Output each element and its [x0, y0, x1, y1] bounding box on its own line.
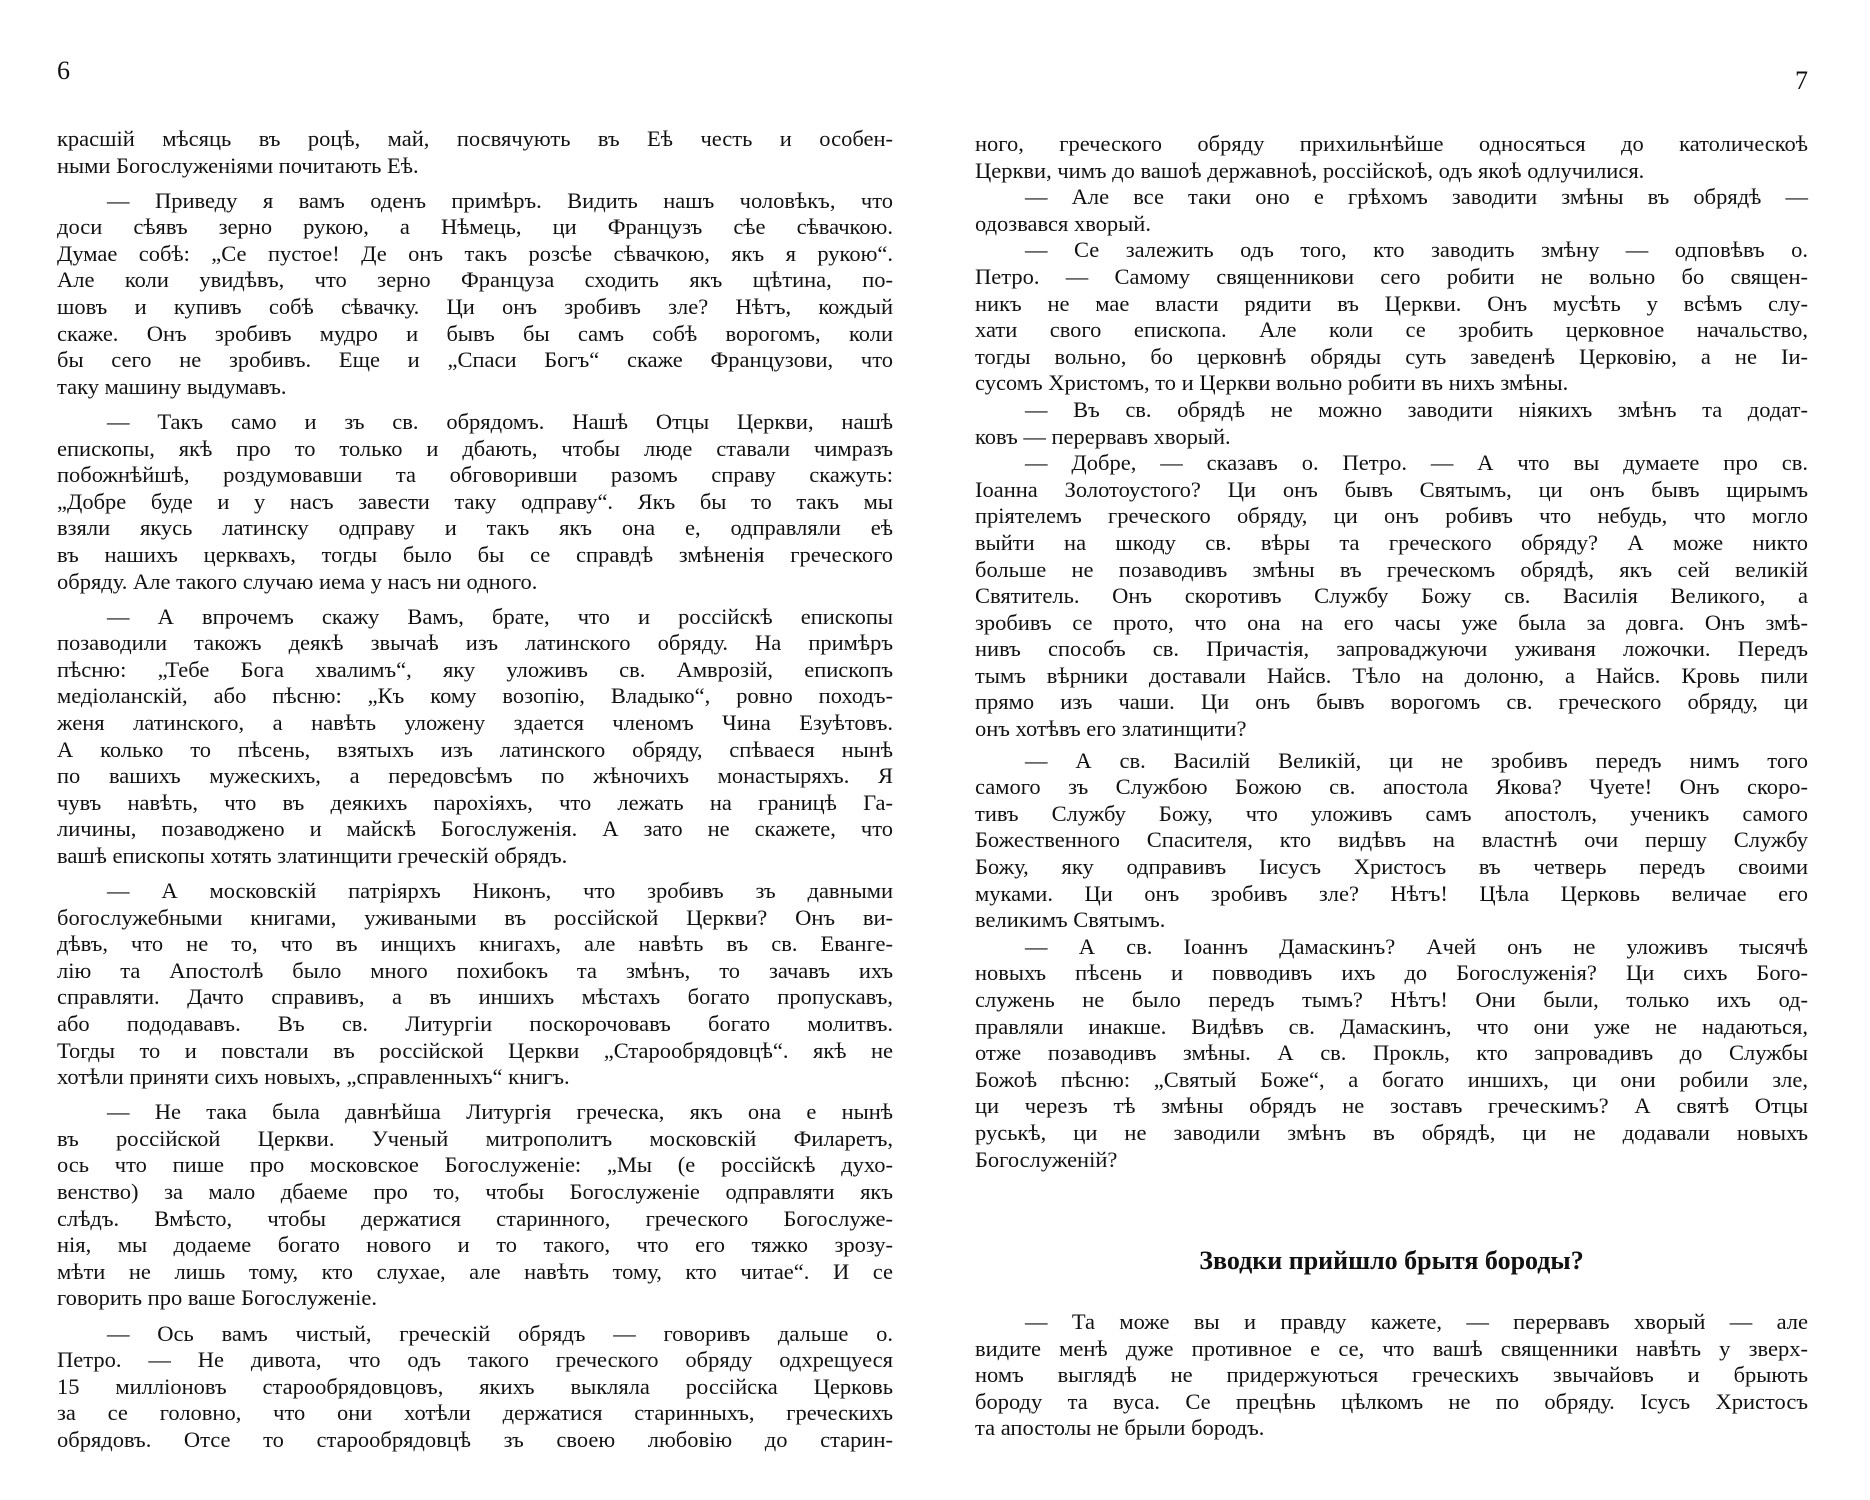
- text-line: венство) за мало дбаеме про то, чтобы Богослуженіе одправляти якъ: [57, 1179, 893, 1205]
- text-line: обрядовъ. Отсе то старообрядовцѣ зъ своею любовію до старин-: [57, 1426, 893, 1452]
- left-page: [57, 0, 893, 1500]
- text-line: бороду та вуса. Се прецѣнь цѣлкомъ не по обряду. Ісусъ Христосъ: [975, 1388, 1808, 1414]
- text-line: руськѣ, ци не заводили змѣнъ въ обрядѣ, ци не додавали новыхъ: [975, 1119, 1808, 1145]
- paragraph: [975, 1309, 1808, 1442]
- text-line: та апостолы не брыли бородъ.: [975, 1415, 1265, 1441]
- text-line: пѣсню: „Тебе Бога хвалимъ“, яку уложивъ св. Амврозій, епископъ: [57, 656, 893, 682]
- text-line: — Та може вы и правду кажете, — перервавъ хворый — але: [1025, 1309, 1808, 1334]
- section-body: [975, 1309, 1808, 1442]
- text-line: — Се залежить одъ того, кто заводить змѣну — одповѣвъ о.: [1025, 237, 1808, 263]
- text-line: тивъ Службу Божу, что уложивъ самъ апостолъ, ученикъ самого: [975, 800, 1808, 826]
- text-line: А колько то пѣсень, взятыхъ изъ латинского обряду, спѣваеся нынѣ: [57, 736, 893, 762]
- text-line: або пододававъ. Въ св. Литургіи поскорочовавъ богато молитвъ.: [57, 1011, 893, 1036]
- text-line: ными Богослуженіями почитають Еѣ.: [57, 152, 419, 178]
- text-line: муками. Ци онъ зробивъ зле? Нѣтъ! Цѣла Церковь величае его: [975, 880, 1808, 906]
- text-line: ци черезъ тѣ змѣны обрядъ не зоставъ греческимъ? А святѣ Отцы: [975, 1093, 1808, 1119]
- text-line: великимъ Святымъ.: [975, 907, 1166, 933]
- text-line: Тогды то и повстали въ россійской Церкви „Старообрядовцѣ“. якѣ не: [57, 1037, 893, 1063]
- text-line: нія, мы додаеме богато нового и то такого, что его тяжко зрозу-: [57, 1232, 893, 1258]
- page-number: 6: [57, 56, 70, 85]
- text-line: видите менѣ дуже противное е се, что вашѣ священники навѣть у зверх-: [975, 1335, 1808, 1361]
- text-line: Іоанна Золотоустого? Ци онъ бывъ Святымъ, ци онъ бывъ щирымъ: [975, 476, 1808, 502]
- paragraph: [57, 604, 893, 870]
- text-line: въ нашихъ церквахъ, тогды было бы се справдѣ змѣненія греческого: [57, 541, 893, 567]
- text-line: говорить про ваше Богослуженіе.: [57, 1285, 378, 1311]
- text-line: слѣдъ. Вмѣсто, чтобы держатися старинного, греческого Богослуже-: [57, 1205, 893, 1231]
- text-line: тогды вольно, бо церковнѣ обряды суть заведенѣ Церковію, а не Іи-: [975, 343, 1808, 369]
- paragraph: [975, 450, 1808, 743]
- text-line: Петро. — Самому священникови сего робити не вольно бо священ-: [975, 263, 1808, 289]
- text-line: Богослуженій?: [975, 1146, 1118, 1172]
- text-line: Думае собѣ: „Се пустое! Де онъ такъ розсѣе сѣвачкою, якъ я рукою“.: [57, 240, 893, 266]
- section-heading: Зводки прийшло брытя бороды?: [1199, 1246, 1584, 1275]
- text-line: по вашихъ мужескихъ, а передовсѣмъ по жѣночихъ монастыряхъ. Я: [57, 763, 893, 789]
- text-line: отже позаводивъ змѣны. А св. Прокль, кто запровадивъ до Службы: [975, 1040, 1808, 1066]
- text-line: — Добре, — сказавъ о. Петро. — А что вы думаете про св.: [1025, 450, 1808, 476]
- text-line: онъ хотѣвъ его златинщити?: [975, 716, 1247, 742]
- text-line: бы сего не зробивъ. Еще и „Спаси Богъ“ скаже Французови, что: [57, 347, 893, 373]
- text-line: правляли инакше. Видѣвъ св. Дамаскинъ, что они уже не надаються,: [975, 1013, 1808, 1039]
- text-line: хати свого епископа. Але коли се зробить церковное начальство,: [975, 317, 1808, 343]
- text-line: епископы, якѣ про то только и дбають, чтобы люде ставали чимразъ: [57, 435, 893, 461]
- text-line: таку машину выдумавъ.: [57, 373, 287, 399]
- text-line: ковъ — перервавъ хворый.: [975, 423, 1231, 449]
- text-line: ось что пише про московское Богослуженіе: „Мы (е россійскѣ духо-: [57, 1152, 893, 1178]
- paragraph: [975, 131, 1808, 184]
- paragraph: [975, 184, 1808, 237]
- text-line: въ россійской Церкви. Ученый митрополитъ московскій Филаретъ,: [57, 1125, 893, 1151]
- text-line: больше не позаводивъ змѣны въ греческомъ обрядѣ, якъ сей великій: [975, 556, 1808, 582]
- text-line: хотѣли приняти сихъ новыхъ, „справленныхъ“ книгъ.: [57, 1064, 570, 1090]
- text-line: дѣвъ, что не то, что въ инщихъ книгахъ, але навѣть въ св. Еванге-: [57, 931, 893, 957]
- text-line: Божоѣ пѣсню: „Святый Боже“, а богато иншихъ, ци они робили зле,: [975, 1066, 1808, 1092]
- text-line: обряду. Але такого случаю иема у насъ ни одного.: [57, 568, 538, 594]
- text-line: взяли якусь латинску одправу и такъ якъ она е, одправляли еѣ: [57, 515, 893, 541]
- paragraph: [57, 1321, 893, 1454]
- text-line: красшій мѣсяць въ роцѣ, май, посвячують въ Еѣ честь и особен-: [57, 126, 893, 151]
- text-line: — Не така была давнѣйша Литургія греческа, якъ она е нынѣ: [107, 1099, 893, 1125]
- text-line: выйти на шкоду св. вѣры та греческого обряду? А може никто: [975, 529, 1808, 555]
- page-number: 7: [1795, 66, 1808, 95]
- text-line: Але коли увидѣвъ, что зерно Француза сходить якъ щѣтина, по-: [57, 267, 893, 293]
- text-line: шовъ и купивъ собѣ сѣвачку. Ци онъ зробивъ зле? Нѣтъ, кождый: [57, 294, 893, 320]
- paragraph: [975, 748, 1808, 934]
- text-line: женя латинского, а навѣть уложену здается членомъ Чина Езуѣтовъ.: [57, 709, 893, 735]
- paragraph: [57, 1099, 893, 1312]
- text-line: ного, греческого обряду прихильнѣйше односяться до католическоѣ: [975, 131, 1808, 156]
- text-line: медіоланскій, або пѣсню: „Къ кому возопію, Владыко“, ровно походъ-: [57, 683, 893, 709]
- text-line: Божу, яку одправивъ Іисусъ Христосъ въ четверь передъ своими: [975, 854, 1808, 880]
- text-line: скаже. Онъ зробивъ мудро и бывъ бы самъ собѣ ворогомъ, коли: [57, 320, 893, 346]
- text-line: 15 милліоновъ старообрядовцовъ, якихъ выкляла россійска Церковь: [57, 1373, 893, 1399]
- text-line: сусомъ Христомъ, то и Церкви вольно робити въ нихъ змѣны.: [975, 370, 1569, 396]
- text-line: нивъ способъ св. Причастія, запроваджуючи уживаня ложочки. Передъ: [975, 636, 1808, 662]
- text-line: пріятелемъ греческого обряду, ци онъ робивъ что небудь, что могло: [975, 503, 1808, 529]
- right-page-body: [975, 131, 1808, 1173]
- text-line: Петро. — Не дивота, что одъ такого греческого обряду одхрещуеся: [57, 1347, 893, 1373]
- text-line: — Ось вамъ чистый, греческій обрядъ — говоривъ дальше о.: [107, 1320, 893, 1346]
- text-line: за се головно, что они хотѣли держатися старинныхъ, греческихъ: [57, 1400, 893, 1426]
- text-line: побожнѣйшѣ, роздумовавши та обговоривши разомъ справу скажуть:: [57, 462, 893, 488]
- text-line: лію та Апостолѣ было много похибокъ та змѣнъ, то зачавъ ихъ: [57, 957, 893, 983]
- paragraph: [975, 237, 1808, 397]
- text-line: Церкви, чимъ до вашоѣ державноѣ, россійскоѣ, одъ якоѣ одлучилися.: [975, 157, 1645, 183]
- text-line: чувъ навѣть, что въ деякихъ парохіяхъ, что лежать на границѣ Га-: [57, 789, 893, 815]
- text-line: Божественного Спасителя, кто видѣвъ на властнѣ очи першу Службу: [975, 827, 1808, 853]
- text-line: богослужебными книгами, уживаными въ россійской Церкви? Онъ ви-: [57, 904, 893, 930]
- paragraph: [57, 188, 893, 401]
- text-line: никъ не мае власти рядити въ Церкви. Онъ мусѣть у всѣмъ слу-: [975, 290, 1808, 316]
- text-line: — А впрочемъ скажу Вамъ, брате, что и россійскѣ епископы: [107, 603, 893, 629]
- text-line: — А московскій патріярхъ Никонъ, что зробивъ зъ давными: [107, 878, 893, 904]
- paragraph: [975, 397, 1808, 450]
- text-line: вашѣ епископы хотять златинщити греческій обрядъ.: [57, 842, 568, 868]
- text-line: — Але все таки оно е грѣхомъ заводити змѣны въ обрядѣ —: [1025, 184, 1808, 210]
- text-line: зробивъ се прото, что она на его часы уже была за довга. Онъ змѣ-: [975, 609, 1808, 635]
- paragraph: [975, 934, 1808, 1173]
- right-page: [975, 0, 1808, 1500]
- left-page-body: [57, 126, 893, 1454]
- text-line: служень не было передъ тымъ? Нѣтъ! Они были, только ихъ од-: [975, 987, 1808, 1012]
- text-line: — Въ св. обрядѣ не можно заводити ніякихъ змѣнъ та додат-: [1025, 396, 1808, 422]
- text-line: мѣти не лишь тому, кто слухае, але навѣть тому, кто читае“. И се: [57, 1258, 893, 1284]
- text-line: одозвався хворый.: [975, 210, 1151, 236]
- text-line: тымъ вѣрники доставали Найсв. Тѣло на долоню, а Найсв. Кровь пили: [975, 662, 1808, 688]
- text-line: доси сѣявъ зерно рукою, а Нѣмець, ци Французъ сѣе сѣвачкою.: [57, 214, 893, 240]
- text-line: новыхъ пѣсень и повводивъ ихъ до Богослуженія? Ци сихъ Бого-: [975, 960, 1808, 986]
- text-line: личины, позаводжено и майскѣ Богослуженія. А зато не скажете, что: [57, 816, 893, 842]
- text-line: „Добре буде и у насъ завести таку одправу“. Якъ бы то такъ мы: [57, 488, 893, 514]
- text-line: — Такъ само и зъ св. обрядомъ. Нашѣ Отцы Церкви, нашѣ: [107, 408, 893, 434]
- paragraph: [57, 409, 893, 595]
- text-line: — А св. Василій Великій, ци не зробивъ передъ нимъ того: [1025, 747, 1808, 773]
- text-line: справляти. Дачто справивъ, а въ иншихъ мѣстахъ богато пропускавъ,: [57, 984, 893, 1010]
- text-line: прямо изъ чаши. Ци онъ бывъ ворогомъ св. греческого обряду, ци: [975, 689, 1808, 715]
- text-line: номъ выглядѣ не придержуються греческихъ звычайовъ и брыють: [975, 1362, 1808, 1388]
- paragraph: [57, 126, 893, 179]
- text-line: самого зъ Службою Божою св. апостола Якова? Чуете! Онъ скоро-: [975, 774, 1808, 800]
- text-line: позаводили такожъ деякѣ звычаѣ изъ латинского обряду. На примѣръ: [57, 630, 893, 656]
- text-line: — А св. Іоаннъ Дамаскинъ? Ачей онъ не уложивъ тысячѣ: [1025, 933, 1808, 959]
- text-line: Святитель. Онъ скоротивъ Службу Божу св. Василія Великого, а: [975, 583, 1808, 609]
- text-line: — Приведу я вамъ оденъ примѣръ. Видить нашъ чоловѣкъ, что: [107, 187, 893, 213]
- paragraph: [57, 878, 893, 1091]
